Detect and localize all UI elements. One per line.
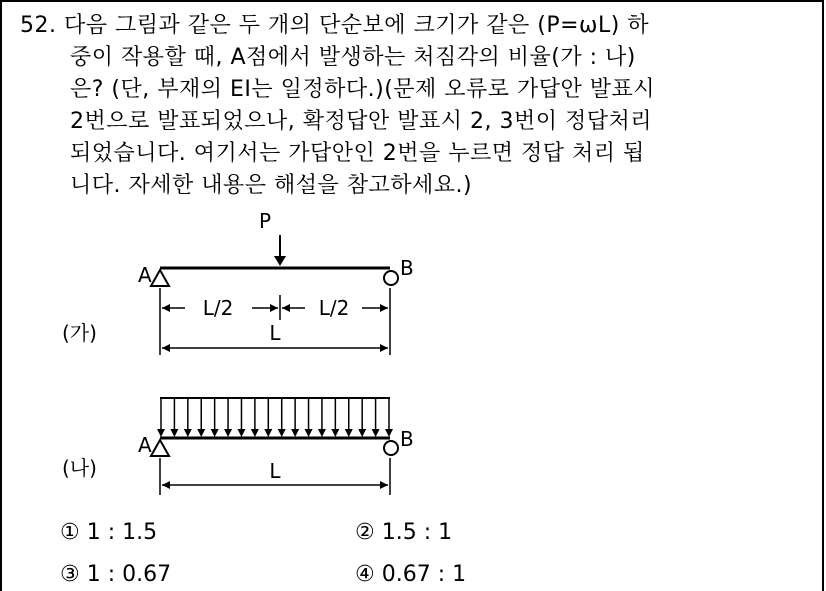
roller-support-icon [384,441,398,455]
pin-support-icon [151,270,169,286]
question-text [20,10,810,202]
case-b-label: (나) [62,456,97,480]
distributed-load-arrow-head [372,429,380,437]
distributed-load-arrow-head [237,429,245,437]
distributed-load-arrow-head [291,429,299,437]
distributed-load-arrow-head [345,429,353,437]
beam-diagram [60,200,480,500]
choice-4[interactable]: ④ 0.67 : 1 [355,562,467,587]
distributed-load-arrow-head [331,429,339,437]
support-a-label: A [138,263,152,287]
distributed-load-arrow-head [264,429,272,437]
question-line-1: 52. 다음 그림과 같은 두 개의 단순보에 크기가 같은 (P=ωL) 하 [20,13,650,38]
distributed-load-arrow-head [157,429,165,437]
pin-support-icon [151,440,169,456]
question-line-3: 은? (단, 부재의 EI는 일정하다.)(문제 오류로 가답안 발표시 [70,77,656,102]
distributed-load-arrow-head [278,429,286,437]
question-line-4: 2번으로 발표되었으나, 확정답안 발표시 2, 3번이 정답처리 [70,109,652,134]
distributed-load-arrow-head [251,429,259,437]
question-line-2: 중이 작용할 때, A점에서 발생하는 처짐각의 비율(가 : 나) [70,45,636,70]
choice-3[interactable]: ③ 1 : 0.67 [60,562,172,587]
roller-support-icon [384,271,398,285]
question-line-6: 니다. 자세한 내용은 해설을 참고하세요.) [70,173,473,198]
distributed-load-arrow-head [197,429,205,437]
choice-2[interactable]: ② 1.5 : 1 [355,520,453,545]
distributed-load-arrow-head [211,429,219,437]
distributed-load-arrow-head [184,429,192,437]
support-b-label: B [400,256,414,280]
span-label-a: L [269,321,281,345]
support-b-label-b: B [400,427,414,451]
half-span-right-label: L/2 [318,296,350,320]
beam-case-b [62,398,414,495]
distributed-load-arrow-head [318,429,326,437]
distributed-load-arrow-head [385,429,393,437]
distributed-load-arrow-head [305,429,313,437]
distributed-load-arrows [157,398,393,437]
point-load-arrow-head [274,256,286,266]
question-line-5: 되었습니다. 여기서는 가답안인 2번을 누르면 정답 처리 됩 [70,141,645,166]
half-span-left-label: L/2 [202,296,234,320]
choice-1[interactable]: ① 1 : 1.5 [60,520,158,545]
distributed-load-arrow-head [170,429,178,437]
question-number: 52. [20,13,57,38]
case-a-label: (가) [62,321,97,345]
span-label-b: L [269,459,281,483]
distributed-load-arrow-head [224,429,232,437]
beam-case-a [62,209,414,355]
load-label-p: P [258,209,272,233]
distributed-load-arrow-head [358,429,366,437]
support-a-label-b: A [138,433,152,457]
